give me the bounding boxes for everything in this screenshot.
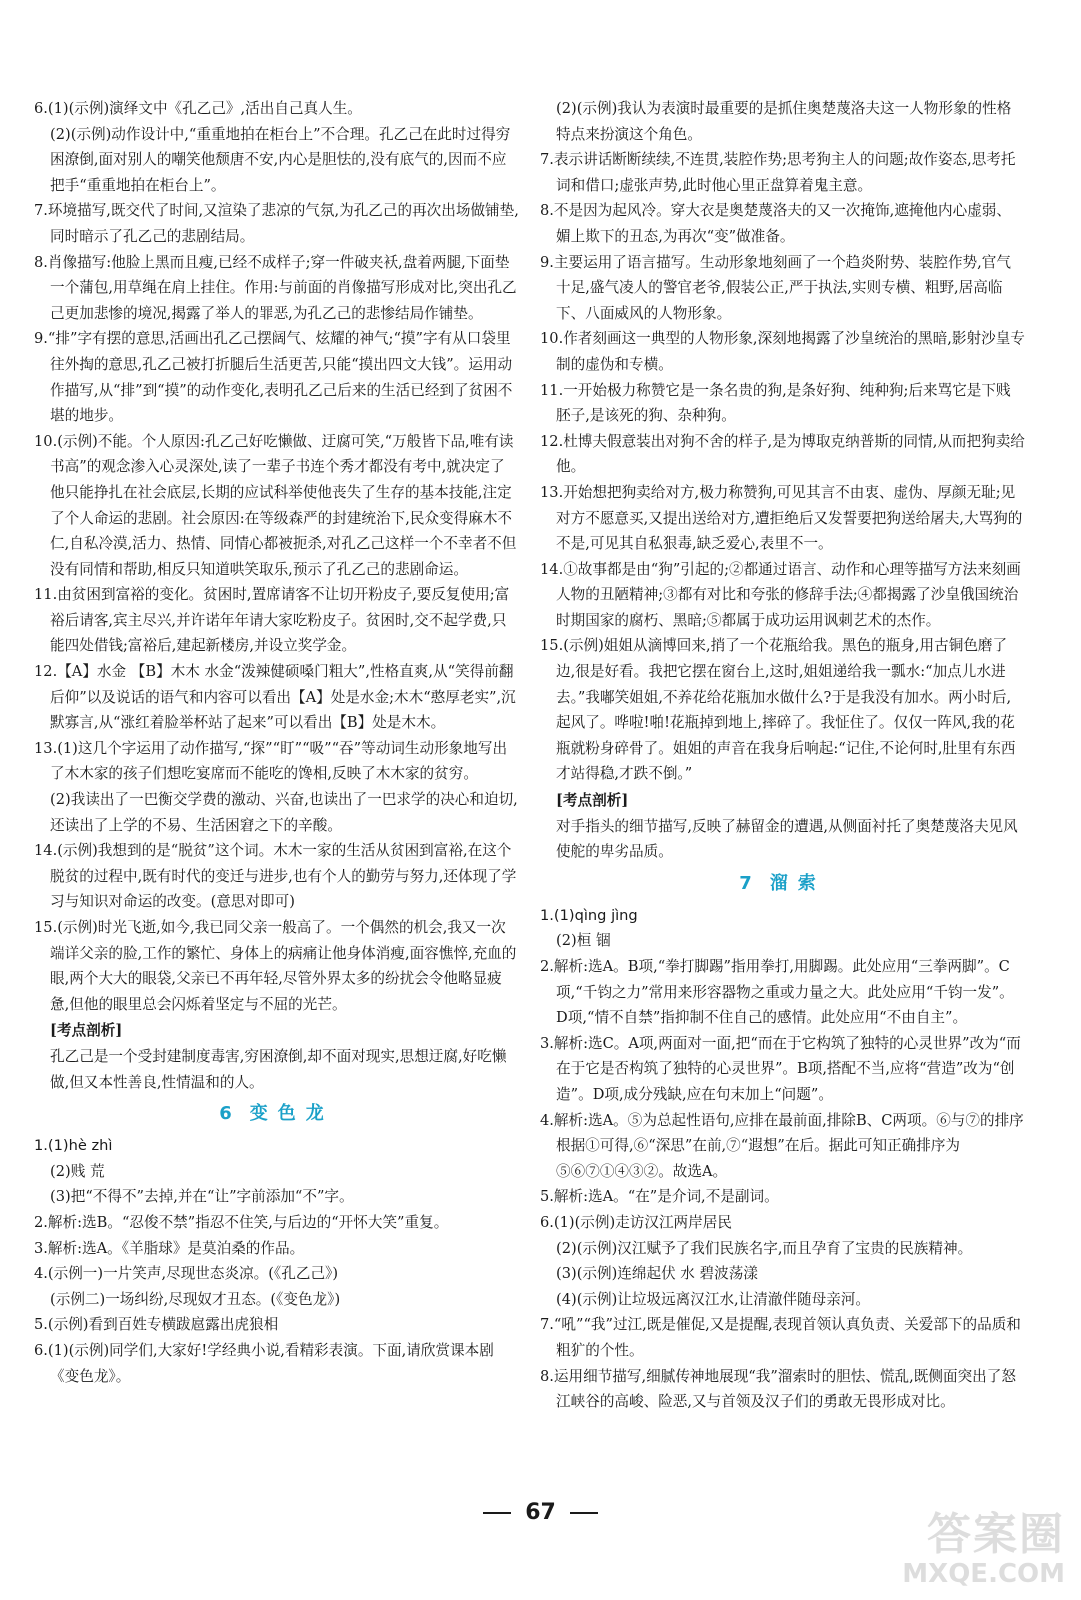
answer-item: 10.(示例)不能。个人原因:孔乙己好吃懒做、迂腐可笑,“万般皆下品,唯有读书高”的观念渗入心灵深处,读了一辈子书连个秀才都没有考中,就决定了他只能挣扎在社会底层,长期的应试科举使他丧失了生存的基本技能,注定了个人命运的悲剧。社会原因:在等级森严的封建统治下,民众变得麻木不仁,自私冷漠,活力、热情、同情心都被扼杀,对孔乙己这样一个不幸者不但没有同情和帮助,相反只知道哄笑取乐,预示了孔乙己的悲剧命运。 [34, 432, 517, 578]
answer-item: 7.表示讲话断断续续,不连贯,装腔作势;思考狗主人的问题;故作姿态,思考托词和借口;虚张声势,此时他心里正盘算着鬼主意。 [540, 151, 1016, 194]
section-title: 变色龙 [249, 1103, 334, 1125]
section-title: 溜索 [769, 872, 826, 894]
answer-item: 6.(1)(示例)同学们,大家好!学经典小说,看精彩表演。下面,请欣赏课本剧《变色龙》。 [34, 1341, 494, 1385]
section-number: 6 [219, 1103, 232, 1125]
answer-item: 13.开始想把狗卖给对方,极力称赞狗,可见其言不由衷、虚伪、厚颜无耻;见对方不愿意买,又提出送给对方,遭拒绝后又发誓要把狗送给屠夫,大骂狗的不是,可见其自私狠毒,缺乏爱心,表里不一。 [540, 483, 1023, 553]
answer-item: 7.环境描写,既交代了时间,又渲染了悲凉的气氛,为孔乙己的再次出场做铺垫,同时暗示了孔乙己的悲剧结局。 [34, 202, 519, 245]
answer-subitem: (2)(示例)我认为表演时最重要的是抓住奥楚蔑洛夫这一人物形象的性格特点来扮演这个角色。 [556, 100, 1012, 143]
answer-item: 11.由贫困到富裕的变化。贫困时,置席请客不让切开粉皮子,要反复使用;富裕后请客,宾主尽兴,并许诺年年请大家吃粉皮子。贫困时,交不起学费,只能四处借钱;富裕后,建起新楼房,并设立奖学金。 [34, 586, 510, 655]
answer-item: 7.“吼”“我”过江,既是催促,又是提醒,表现首领认真负责、关爱部下的品质和粗犷的个性。 [540, 1316, 1021, 1359]
answer-subitem: (2)(示例)汉江赋予了我们民族名字,而且孕育了宝贵的民族精神。 [556, 1239, 973, 1257]
right-column [540, 96, 1025, 1415]
answer-item: 2.解析:选A。B项,“拳打脚踢”指用拳打,用脚踢。此处应用“三拳两脚”。C项,“千钧之力”常用来形容器物之重或力量之大。此处应用“千钧一发”。D项,“情不自禁”指抑制不住自己的感情。此处应用“不由自主”。 [540, 958, 1014, 1027]
section-number: 7 [739, 872, 752, 894]
answer-subitem: (2)桓 锢 [556, 932, 611, 950]
page-number: 67 [0, 1500, 1081, 1525]
watermark-url: MXQE.COM [902, 1559, 1065, 1589]
watermark-text: 答案圈 [927, 1509, 1065, 1560]
answer-item: 3.解析:选C。A项,两面对一面,把“而在于它构筑了独特的心灵世界”改为“而在于它是否构筑了独特的心灵世界”。B项,搭配不当,应将“营造”改为“创造”。D项,成分残缺,应在句末加上“问题”。 [540, 1034, 1021, 1103]
answer-item: 8.不是因为起风冷。穿大衣是奥楚蔑洛夫的又一次掩饰,遮掩他内心虚弱、媚上欺下的丑态,为再次“变”做准备。 [540, 202, 1011, 245]
answer-item: 1.(1)qìng jìng [540, 906, 638, 924]
answer-item: 10.作者刻画这一典型的人物形象,深刻地揭露了沙皇统治的黑暗,影射沙皇专制的虚伪和专横。 [540, 330, 1025, 373]
left-column [34, 96, 519, 1389]
answer-item: 14.①故事都是由“狗”引起的;②都通过语言、动作和心理等描写方法来刻画人物的丑陋精神;③都有对比和夸张的修辞手法;④都揭露了沙皇俄国统治时期国家的腐朽、黑暗;⑤都属于成功运用讽刺艺术的杰作。 [540, 560, 1021, 629]
answer-item: 11.一开始极力称赞它是一条名贵的狗,是条好狗、纯种狗;后来骂它是下贱胚子,是该死的狗、杂种狗。 [540, 381, 1011, 425]
answer-item: 4.(示例一)一片笑声,尽现世态炎凉。(《孔乙己》) [34, 1265, 339, 1283]
answer-item: 4.解析:选A。⑤为总起性语句,应排在最前面,排除B、C两项。⑥与⑦的排序根据①可得,⑥“深思”在前,⑦“遐想”在后。据此可知正确排序为⑤⑥⑦①④③②。故选A。 [540, 1111, 1024, 1180]
answer-subitem: (3)把“不得不”去掉,并在“让”字前添加“不”字。 [50, 1188, 354, 1206]
answer-subitem: (2)(示例)动作设计中,“重重地拍在柜台上”不合理。孔乙己在此时过得穷困潦倒,面对别人的嘲笑他颓唐不安,内心是胆怯的,没有底气的,因而不应把手“重重地拍在柜台上”。 [50, 125, 511, 194]
section-heading [540, 869, 1025, 899]
answer-item: 12.杜博夫假意装出对狗不舍的样子,是为博取克纳普斯的同情,从而把狗卖给他。 [540, 432, 1025, 476]
answer-item: 6.(1)(示例)演绎文中《孔乙己》,活出自己真人生。 [34, 100, 362, 117]
answer-item: 9.“排”字有摆的意思,活画出孔乙己摆阔气、炫耀的神气;“摸”字有从口袋里往外掏的意思,孔乙己被打折腿后生活更苦,只能“摸出四文大钱”。运用动作描写,从“排”到“摸”的动作变化,表明孔乙己后来的生活已经到了贫困不堪的地步。 [34, 330, 513, 425]
answer-item: 12.【A】水金 【B】木木 水金“泼辣健硕嗓门粗大”,性格直爽,从“笑得前翻后仰”以及说话的语气和内容可以看出【A】处是水金;木木“憨厚老实”,沉默寡言,从“涨红着脸举杯站了起来”可以看出【B】处是木木。 [34, 663, 516, 732]
analysis-text: 对手指头的细节描写,反映了赫留金的遭遇,从侧面衬托了奥楚蔑洛夫见风使舵的卑劣品质。 [556, 817, 1018, 861]
answer-subitem: (4)(示例)让垃圾远离汉江水,让清澈伴随母亲河。 [556, 1290, 871, 1308]
analysis-label: [考点剖析] [50, 1022, 123, 1040]
answer-item: 2.解析:选B。“忍俊不禁”指忍不住笑,与后边的“开怀大笑”重复。 [34, 1213, 449, 1231]
answer-item: 13.(1)这几个字运用了动作描写,“探”“盯”“吸”“吞”等动词生动形象地写出了木木家的孩子们想吃宴席而不能吃的馋相,反映了木木家的贫穷。 [34, 739, 508, 783]
analysis-label: [考点剖析] [556, 792, 629, 810]
watermark-logo [865, 1510, 1065, 1590]
section-heading [34, 1099, 519, 1129]
answer-item: 1.(1)hè zhì [34, 1137, 113, 1155]
answer-item: 3.解析:选A。《羊脂球》是莫泊桑的作品。 [34, 1239, 305, 1257]
answer-item: 14.(示例)我想到的是“脱贫”这个词。木木一家的生活从贫困到富裕,在这个脱贫的过程中,既有时代的变迁与进步,也有个人的勤劳与努力,还体现了学习与知识对命运的改变。(意思对即可) [34, 842, 517, 911]
answer-item: 6.(1)(示例)走访汉江两岸居民 [540, 1213, 732, 1231]
answer-subitem: (2)贱 荒 [50, 1162, 105, 1180]
analysis-text: 孔乙己是一个受封建制度毒害,穷困潦倒,却不面对现实,思想迂腐,好吃懒做,但又本性善良,性情温和的人。 [50, 1047, 507, 1091]
answer-subitem: (2)我读出了一巴衡交学费的激动、兴奋,也读出了一巴求学的决心和迫切,还读出了上学的不易、生活困窘之下的辛酸。 [50, 791, 518, 834]
answer-item: 15.(示例)时光飞逝,如今,我已同父亲一般高了。一个偶然的机会,我又一次端详父亲的脸,工作的繁忙、身体上的病痛让他身体消瘦,面容憔悴,充血的眼,两个大大的眼袋,父亲已不再年轻,尽管外界太多的纷扰会令他略显疲惫,但他的眼里总会闪烁着坚定与不屈的光芒。 [34, 919, 517, 1013]
answer-item: 9.主要运用了语言描写。生动形象地刻画了一个趋炎附势、装腔作势,官气十足,盛气凌人的警官老爷,假装公正,严于执法,实则专横、粗野,居高临下、八面威风的人物形象。 [540, 253, 1011, 322]
answer-subitem: (示例二)一场纠纷,尽现奴才丑态。(《变色龙》) [50, 1290, 341, 1308]
answer-item: 5.解析:选A。“在”是介词,不是副词。 [540, 1188, 779, 1206]
answer-subitem: (3)(示例)连绵起伏 水 碧波荡漾 [556, 1265, 758, 1283]
answer-item: 8.肖像描写:他脸上黑而且瘦,已经不成样子;穿一件破夹袄,盘着两腿,下面垫一个蒲包,用草绳在肩上挂住。作用:与前面的肖像描写形成对比,突出孔乙己更加悲惨的境况,揭露了举人的罪恶,为孔乙己的悲惨结局作铺垫。 [34, 253, 517, 322]
answer-item: 8.运用细节描写,细腻传神地展现“我”溜索时的胆怯、慌乱,既侧面突出了怒江峡谷的高峻、险恶,又与首领及汉子们的勇敢无畏形成对比。 [540, 1367, 1016, 1411]
answer-item: 5.(示例)看到百姓专横跋扈露出虎狼相 [34, 1316, 279, 1334]
answer-item: 15.(示例)姐姐从滴博回来,捎了一个花瓶给我。黑色的瓶身,用古铜色磨了边,很是好看。我把它摆在窗台上,这时,姐姐递给我一瓢水:“加点儿水进去。”我嘟笑姐姐,不养花给花瓶加水做什么?于是我没有加水。两小时后,起风了。哗啦!啪!花瓶掉到地上,摔碎了。我怔住了。仅仅一阵风,我的花瓶就粉身碎骨了。姐姐的声音在我身后响起:“记住,不论何时,肚里有东西才站得稳,才跌不倒。” [540, 637, 1016, 783]
